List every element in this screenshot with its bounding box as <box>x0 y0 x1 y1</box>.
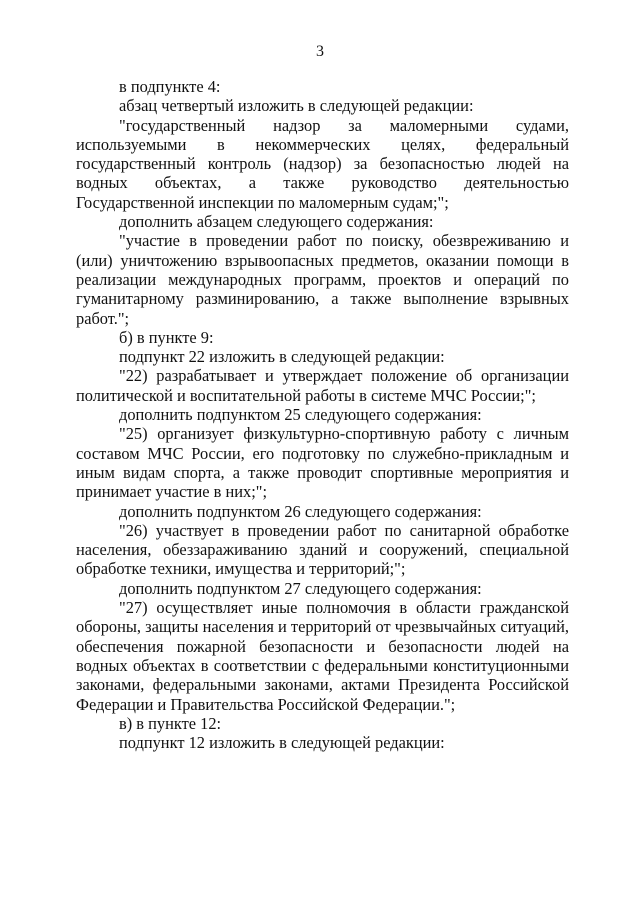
paragraph-quoted-text: "государственный надзор за маломерными судами, используемыми в некоммерческих целях, федеральный государственный контроль (надзор) за безопасностью людей на водных объектах, а также руководство деятельностью Государственной инспекции по маломерным судам;"; <box>76 115 569 212</box>
paragraph-instruction: дополнить абзацем следующего содержания: <box>119 212 434 232</box>
paragraph-quoted-text: "25) организует физкультурно-спортивную работу с личным составом МЧС России, его подготовку по служебно-прикладным и иным видам спорта, а также проводит спортивные мероприятия и принимает участие в них;"; <box>76 424 569 502</box>
paragraph-quoted-text: "22) разрабатывает и утверждает положение об организации политической и воспитательной работы в системе МЧС России;"; <box>76 366 569 405</box>
paragraph-instruction: абзац четвертый изложить в следующей редакции: <box>119 96 474 116</box>
page-number: 3 <box>316 43 324 60</box>
document-body <box>76 77 569 752</box>
paragraph-instruction: дополнить подпунктом 27 следующего содержания: <box>119 578 482 598</box>
paragraph-subpoint-4-heading: в подпункте 4: <box>119 77 221 96</box>
paragraph-instruction: подпункт 12 изложить в следующей редакции: <box>119 733 445 753</box>
paragraph-instruction: подпункт 22 изложить в следующей редакции: <box>119 347 445 367</box>
paragraph-quoted-text: "участие в проведении работ по поиску, обезвреживанию и (или) уничтожению взрывоопасных предметов, оказании помощи в реализации международных программ, проектов и операций по гуманитарному разминированию, а также выполнение взрывных работ."; <box>76 231 569 328</box>
paragraph-quoted-text: "26) участвует в проведении работ по санитарной обработке населения, обеззараживанию зданий и сооружений, специальной обработке техники, имущества и территорий;"; <box>76 520 569 579</box>
paragraph-instruction: дополнить подпунктом 26 следующего содержания: <box>119 501 482 521</box>
paragraph-point-9-heading: б) в пункте 9: <box>119 327 214 347</box>
paragraph-point-12-heading: в) в пункте 12: <box>119 713 222 733</box>
paragraph-quoted-text: "27) осуществляет иные полномочия в области гражданской обороны, защиты населения и территорий от чрезвычайных ситуаций, обеспечения пожарной безопасности и безопасности людей на водных объектах в соответствии с федеральными конституционными законами, федеральными законами, актами Президента Российской Федерации и Правительства Российской Федерации."; <box>76 598 569 714</box>
paragraph-instruction: дополнить подпунктом 25 следующего содержания: <box>119 405 482 425</box>
